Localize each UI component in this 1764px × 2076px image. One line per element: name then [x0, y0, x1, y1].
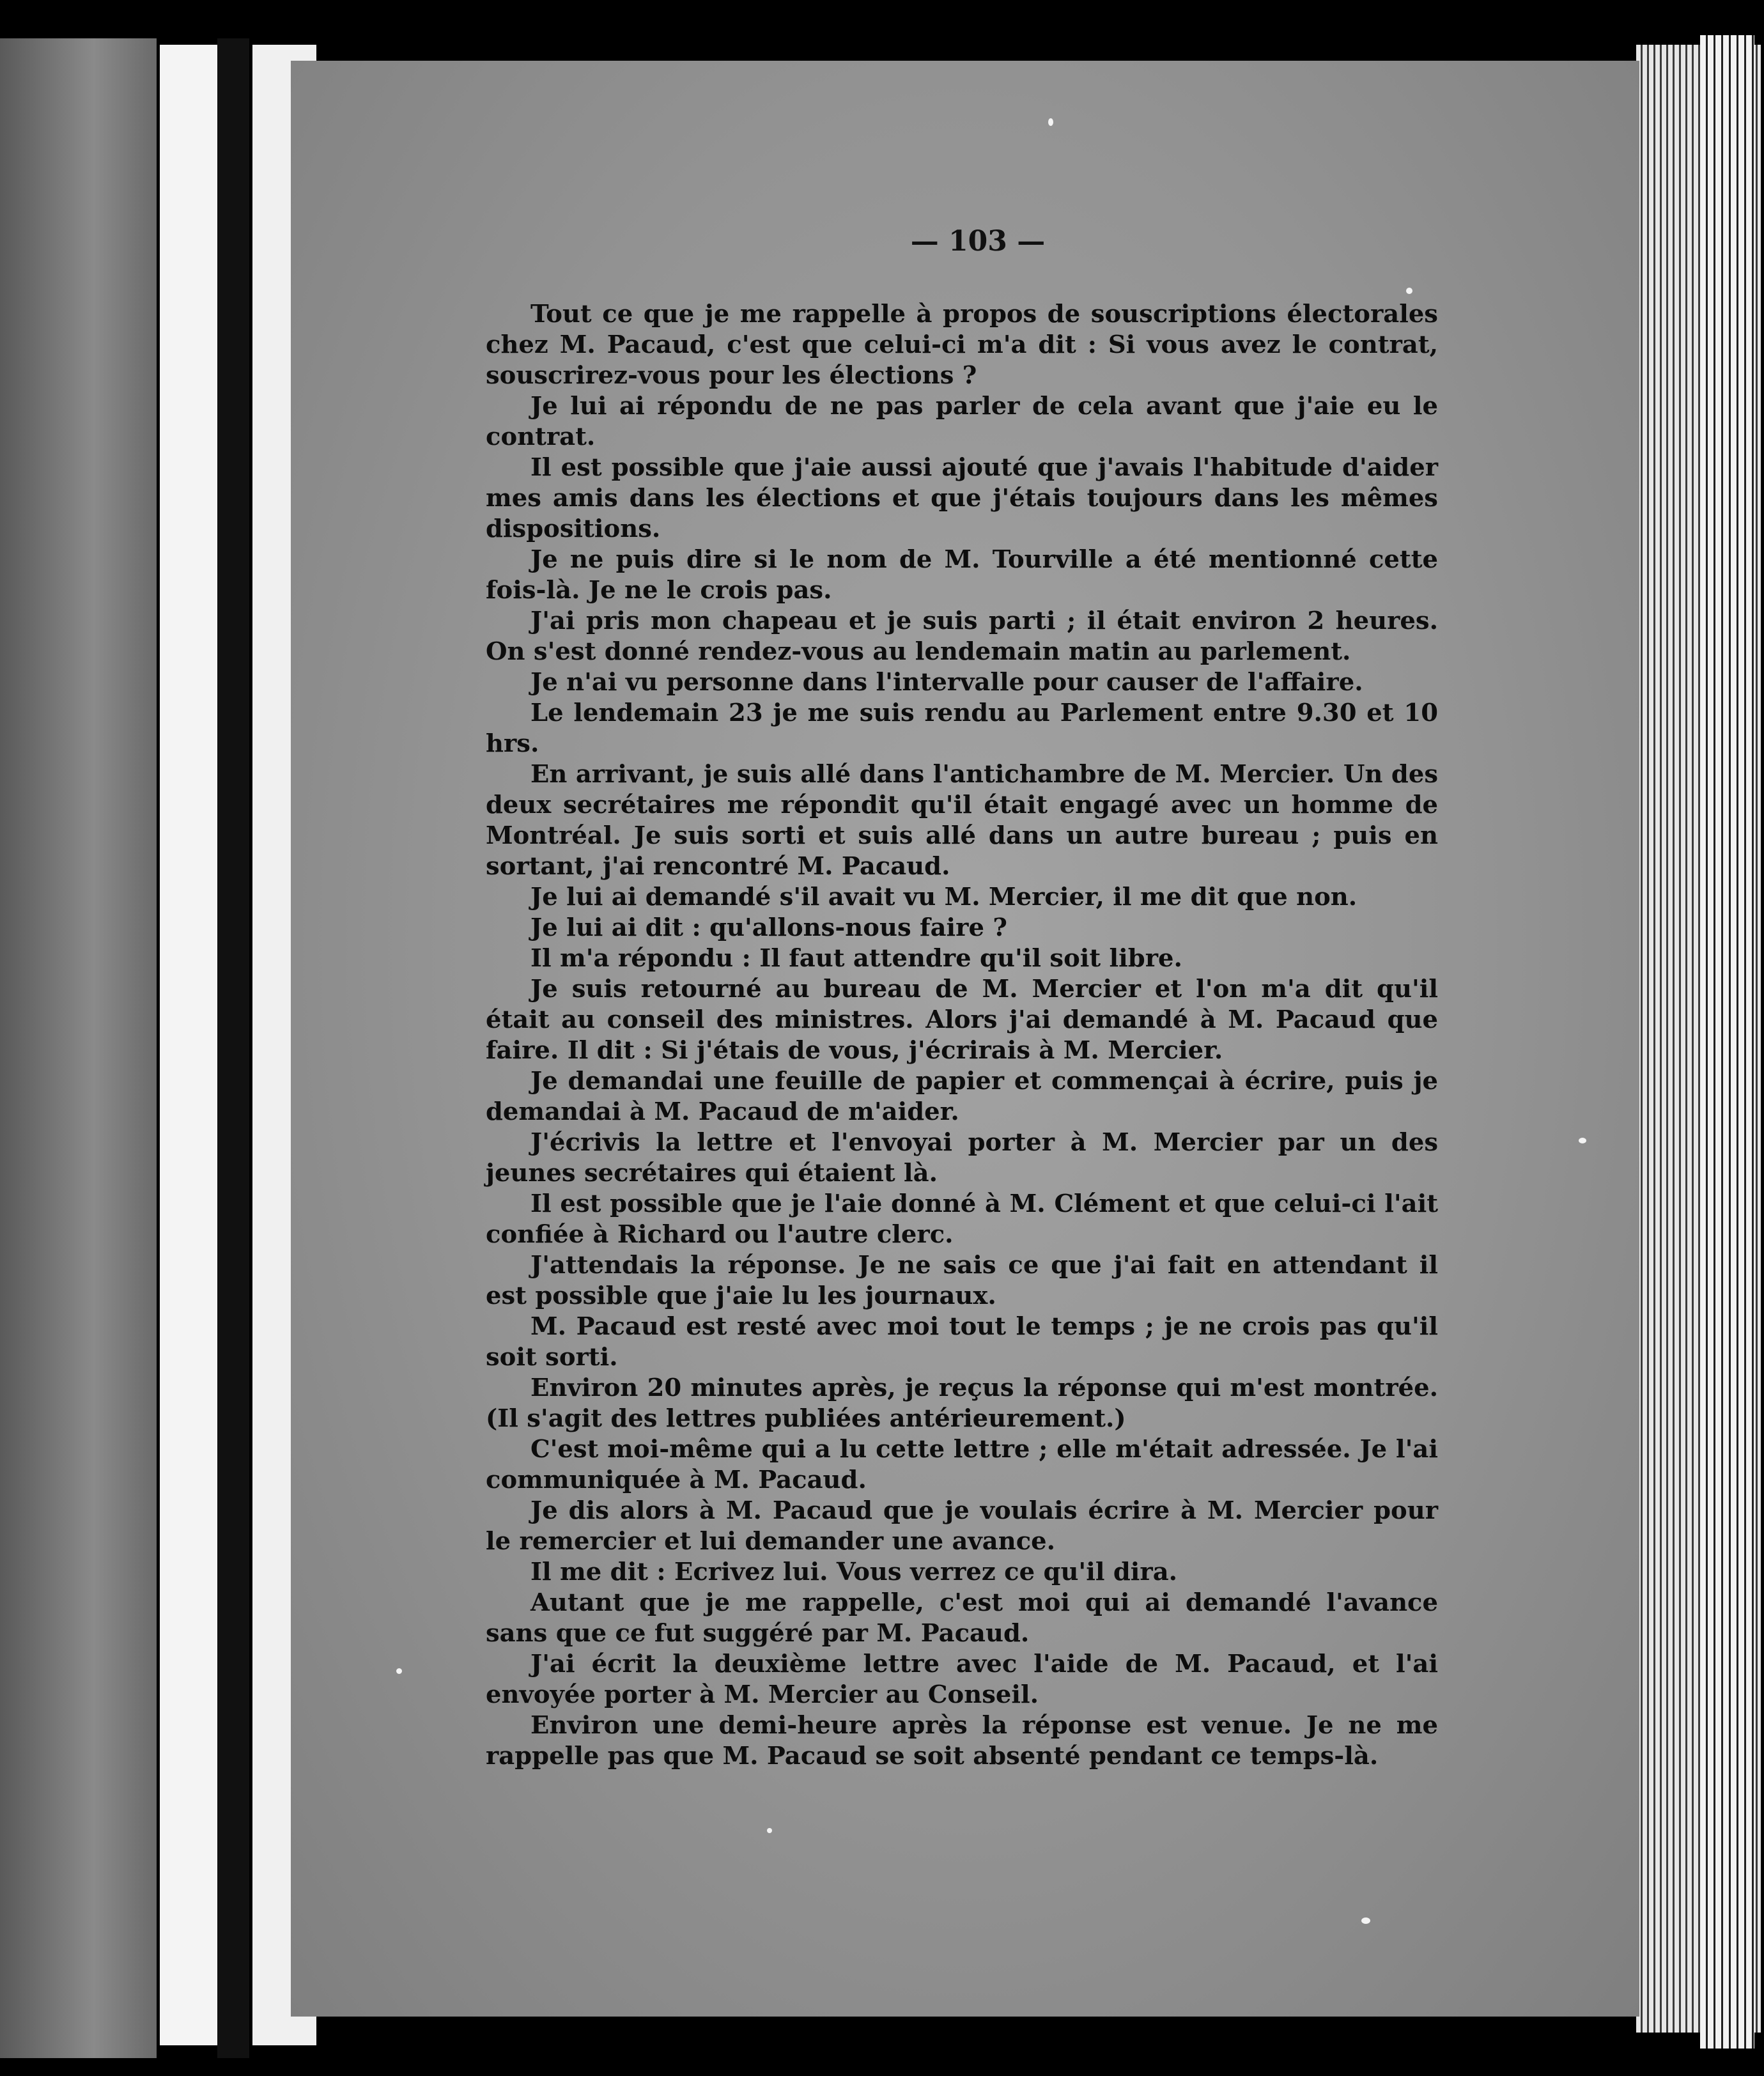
- paragraph: Le lendemain 23 je me suis rendu au Parlement entre 9.30 et 10 hrs.: [486, 699, 1438, 758]
- paragraph: Tout ce que je me rappelle à propos de souscriptions électorales chez M. Pacaud, c'est que celui-ci m'a dit : Si vous avez le contrat, souscrirez-vous pour les élections ?: [486, 300, 1438, 390]
- paragraph: Je lui ai dit : qu'allons-nous faire ?: [530, 913, 1007, 942]
- paragraph: Je lui ai demandé s'il avait vu M. Mercier, il me dit que non.: [530, 883, 1358, 911]
- paragraph: Je n'ai vu personne dans l'intervalle pour causer de l'affaire.: [530, 668, 1363, 697]
- paragraph: Autant que je me rappelle, c'est moi qui ai demandé l'avance sans que ce fut suggéré par M. Pacaud.: [486, 1588, 1438, 1648]
- paragraph: Il me dit : Ecrivez lui. Vous verrez ce qu'il dira.: [530, 1558, 1178, 1586]
- paragraph: J'attendais la réponse. Je ne sais ce que j'ai fait en attendant il est possible que j'aie lu les journaux.: [486, 1251, 1438, 1310]
- scan-speck: [767, 1828, 772, 1833]
- page-edges-outer: [1700, 35, 1754, 2049]
- scan-speck: [1406, 288, 1412, 294]
- paragraph: Il est possible que j'aie aussi ajouté que j'avais l'habitude d'aider mes amis dans les élections et que j'étais toujours dans les mêmes dispositions.: [486, 453, 1438, 543]
- paragraph: M. Pacaud est resté avec moi tout le temps ; je ne crois pas qu'il soit sorti.: [486, 1312, 1438, 1372]
- body-text: [486, 299, 1438, 1772]
- paragraph: J'ai pris mon chapeau et je suis parti ; il était environ 2 heures. On s'est donné rendez-vous au lendemain matin au parlement.: [486, 607, 1438, 666]
- scan-speck: [1048, 118, 1053, 126]
- paragraph: Je dis alors à M. Pacaud que je voulais écrire à M. Mercier pour le remercier et lui demander une avance.: [486, 1496, 1438, 1556]
- paragraph: En arrivant, je suis allé dans l'antichambre de M. Mercier. Un des deux secrétaires me répondit qu'il était engagé avec un homme de Montréal. Je suis sorti et suis allé dans un autre bureau ; puis en sortant, j'ai rencontré M. Pacaud.: [486, 760, 1438, 881]
- paragraph: J'écrivis la lettre et l'envoyai porter à M. Mercier par un des jeunes secrétaires qui étaient là.: [486, 1128, 1438, 1188]
- paragraph: Il m'a répondu : Il faut attendre qu'il soit libre.: [530, 944, 1182, 973]
- binding-gutter-light: [160, 45, 217, 2045]
- paragraph: Environ une demi-heure après la réponse est venue. Je ne me rappelle pas que M. Pacaud se soit absenté pendant ce temps-là.: [486, 1711, 1438, 1770]
- paragraph: J'ai écrit la deuxième lettre avec l'aide de M. Pacaud, et l'ai envoyée porter à M. Mercier au Conseil.: [486, 1650, 1438, 1709]
- paragraph: Je ne puis dire si le nom de M. Tourville a été mentionné cette fois-là. Je ne le crois pas.: [486, 545, 1438, 605]
- scan-speck: [396, 1668, 402, 1674]
- scan-speck: [1579, 1138, 1586, 1143]
- binding-gutter-dark: [217, 38, 249, 2058]
- paragraph: Il est possible que je l'aie donné à M. Clément et que celui-ci l'ait confiée à Richard ou l'autre clerc.: [486, 1189, 1438, 1249]
- paragraph: Je lui ai répondu de ne pas parler de cela avant que j'aie eu le contrat.: [486, 392, 1438, 451]
- scan-speck: [1361, 1917, 1370, 1924]
- paragraph: C'est moi-même qui a lu cette lettre ; elle m'était adressée. Je l'ai communiquée à M. Pacaud.: [486, 1435, 1438, 1494]
- paragraph: Je demandai une feuille de papier et commençai à écrire, puis je demandai à M. Pacaud de m'aider.: [486, 1067, 1438, 1126]
- left-page: [0, 38, 157, 2058]
- page-number: — 103 —: [910, 225, 1046, 258]
- paragraph: Je suis retourné au bureau de M. Mercier et l'on m'a dit qu'il était au conseil des ministres. Alors j'ai demandé à M. Pacaud que faire. Il dit : Si j'étais de vous, j'écrirais à M. Mercier.: [486, 975, 1438, 1065]
- paragraph: Environ 20 minutes après, je reçus la réponse qui m'est montrée. (Il s'agit des lettres publiées antérieurement.): [486, 1374, 1438, 1433]
